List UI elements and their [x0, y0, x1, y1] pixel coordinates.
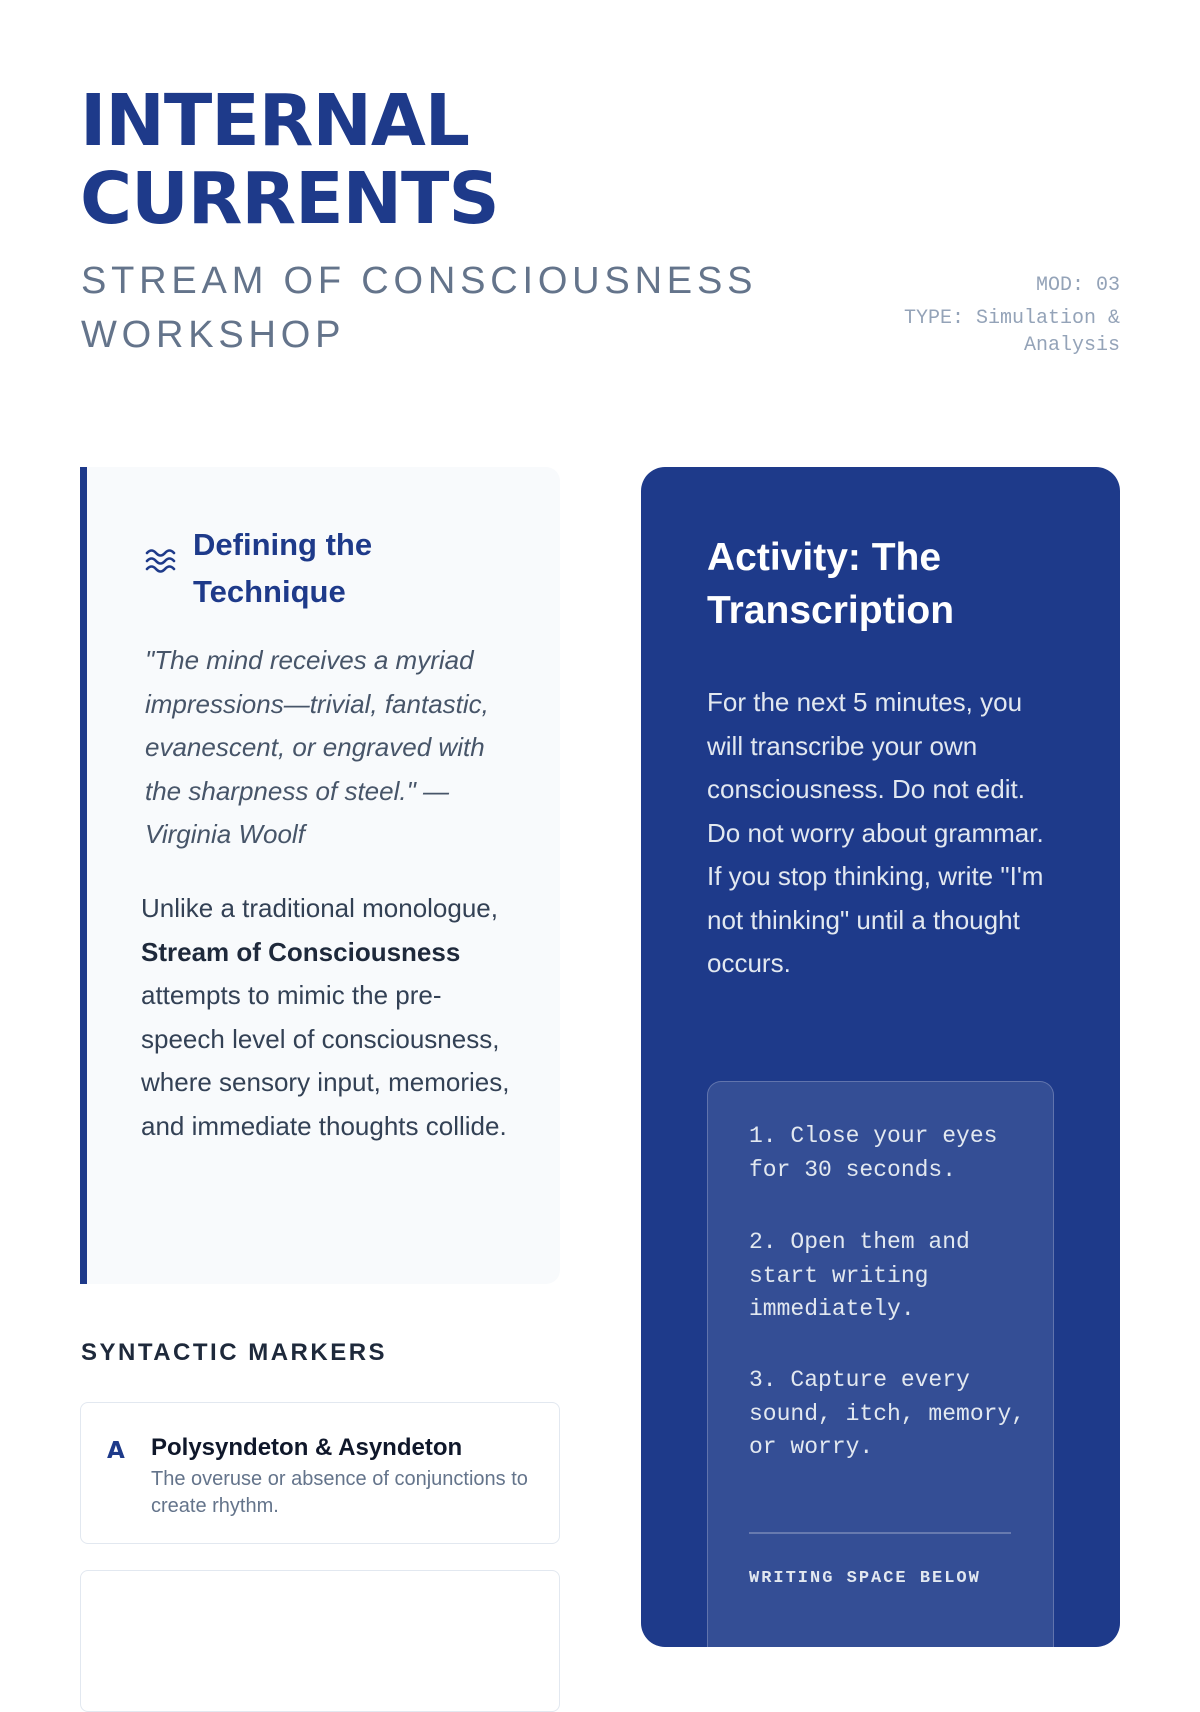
marker-title: Polysyndeton & Asyndeton: [151, 1434, 463, 1461]
writing-divider: [749, 1532, 1011, 1534]
writing-space-label: WRITING SPACE BELOW: [749, 1569, 981, 1588]
definition-header: [145, 521, 525, 615]
definition-card: [80, 467, 560, 1284]
title-line-1: INTERNAL: [80, 79, 470, 162]
step-item: 2. Open them and start writing immediately.: [749, 1229, 970, 1322]
activity-card: [641, 467, 1120, 1647]
module-number: MOD: 03: [1035, 274, 1120, 297]
marker-letter: A: [107, 1438, 125, 1464]
definition-body: [141, 887, 511, 1148]
page-title: [80, 79, 499, 240]
module-type: TYPE: Simulation & Analysis: [903, 307, 1120, 357]
steps-box: [707, 1081, 1054, 1681]
marker-description: The overuse or absence of conjunctions to create rhythm.: [151, 1468, 528, 1517]
definition-body-end: attempts to mimic the pre-speech level of consciousness, where sensory input, memories, and immediate thoughts collide.: [141, 980, 510, 1141]
module-meta: [840, 272, 1120, 365]
activity-instructions: For the next 5 minutes, you will transcribe your own consciousness. Do not edit. Do not worry about grammar. If you stop thinking, write "I'm not thinking" until a thought occurs.: [707, 687, 1044, 978]
marker-card: [80, 1402, 560, 1544]
definition-title: Defining the Technique: [193, 527, 373, 609]
definition-body-term: Stream of Consciousness: [141, 936, 461, 967]
waves-icon: [145, 547, 179, 577]
step-item: 1. Close your eyes for 30 seconds.: [749, 1123, 998, 1183]
definition-body-start: Unlike a traditional monologue,: [141, 893, 498, 923]
syntactic-markers-heading: SYNTACTIC MARKERS: [81, 1339, 388, 1366]
woolf-quote: "The mind receives a myriad impressions—trivial, fantastic, evanescent, or engraved with the sharpness of steel." — Virginia Woolf: [145, 645, 489, 849]
step-item: 3. Capture every sound, itch, memory, or worry.: [749, 1367, 1026, 1460]
activity-title: Activity: The Transcription: [707, 536, 955, 632]
page-subtitle: STREAM OF CONSCIOUSNESS WORKSHOP: [81, 260, 758, 356]
marker-card-next: [80, 1570, 560, 1712]
title-line-2: CURRENTS: [80, 157, 499, 240]
